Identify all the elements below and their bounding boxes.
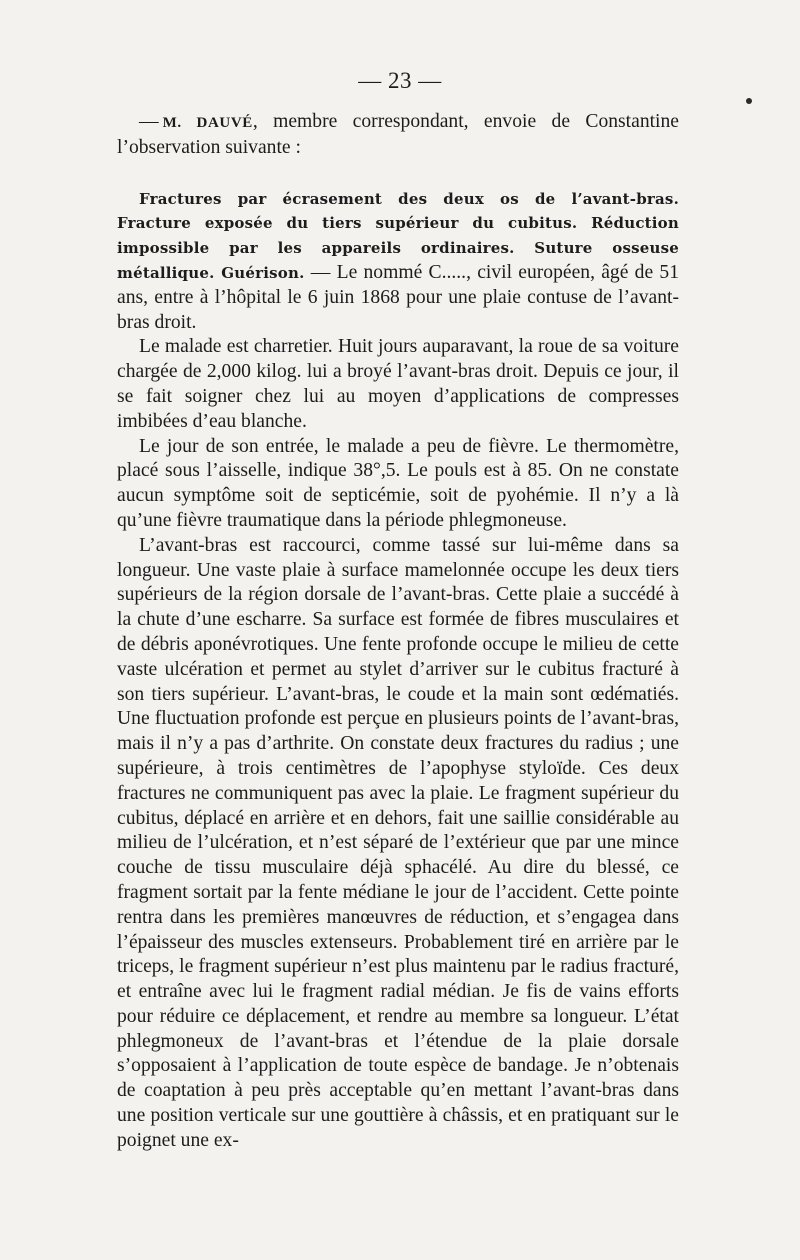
author-name: M. DAUVÉ <box>162 115 253 131</box>
page-body <box>117 110 679 1154</box>
intro-paragraph <box>117 110 679 161</box>
case-title: Fractures par écrasement des deux os de l’avant-bras. Fracture exposée du tiers supérieur du cubitus. Réduction impossible par les appareils ordinaires. Suture osseuse métallique. Guérison. <box>117 189 679 282</box>
intro-text: , membre correspondant, envoie de Constantine l’observation suivante : <box>117 111 679 158</box>
paragraph-2: Le jour de son entrée, le malade a peu de fièvre. Le thermomètre, placé sous l’aisselle, indique 38°,5. Le pouls est à 85. On ne constate aucun symptôme soit de septicémie, soit de pyohémie. Il n’y a là qu’une fièvre traumatique dans la période phlegmoneuse. <box>117 435 679 531</box>
paragraph-3: L’avant-bras est raccourci, comme tassé sur lui-même dans sa longueur. Une vaste plaie à surface mamelonnée occupe les deux tiers supérieurs de la région dorsale de l’avant-bras. Cette plaie a succédé à la chute d’une escharre. Sa surface est formée de fibres musculaires et de débris aponévrotiques. Une fente profonde occupe le milieu de cette vaste ulcération et permet au stylet d’arriver sur le cubitus fracturé à son tiers supérieur. L’avant-bras, le coude et la main sont œdématiés. Une fluctuation profonde est perçue en plusieurs points de l’avant-bras, mais il n’y a pas d’arthrite. On constate deux fractures du radius ; une supérieure, à trois centimètres de l’apophyse styloïde. Ces deux fractures ne communiquent pas avec la plaie. Le fragment supérieur du cubitus, déplacé en arrière et en dehors, fait une saillie considérable au milieu de l’ulcération, et n’est séparé de l’extérieur que par une mince couche de tissu musculaire déjà sphacélé. Au dire du blessé, ce fragment sortait par la fente médiane le jour de l’accident. Cette pointe rentra dans les premières manœuvres de réduction, et s’engagea dans l’épaisseur des muscles extenseurs. Probablement tiré en arrière par le triceps, le fragment supérieur n’est plus maintenu par le radius fracturé, et entraîne avec lui le fragment radial médian. Je fis de vains efforts pour réduire ce déplacement, et rendre au membre sa longueur. L’état phlegmoneux de l’avant-bras et l’étendue de la plaie dorsale s’opposaient à l’application de toute espèce de bandage. Je n’obtenais de coaptation à peu près acceptable qu’en mettant l’avant-bras dans une position verticale sur une gouttière à châssis, et en pratiquant sur le poignet une ex- <box>117 534 679 1151</box>
case-first-paragraph-text: — Le nommé C....., civil européen, âgé de 51 ans, entre à l’hôpital le 6 juin 1868 pour une plaie contuse de l’avant-bras droit. <box>117 261 679 333</box>
case-first-paragraph <box>117 187 679 336</box>
margin-ink-dot <box>746 98 752 104</box>
page-number: — 23 — <box>358 68 442 93</box>
intro-dash: — <box>139 111 159 132</box>
paragraph-1: Le malade est charretier. Huit jours auparavant, la roue de sa voiture chargée de 2,000 kilog. lui a broyé l’avant-bras droit. Depuis ce jour, il se fait soigner chez lui au moyen d’applications de compresses imbibées d’eau blanche. <box>117 336 679 432</box>
